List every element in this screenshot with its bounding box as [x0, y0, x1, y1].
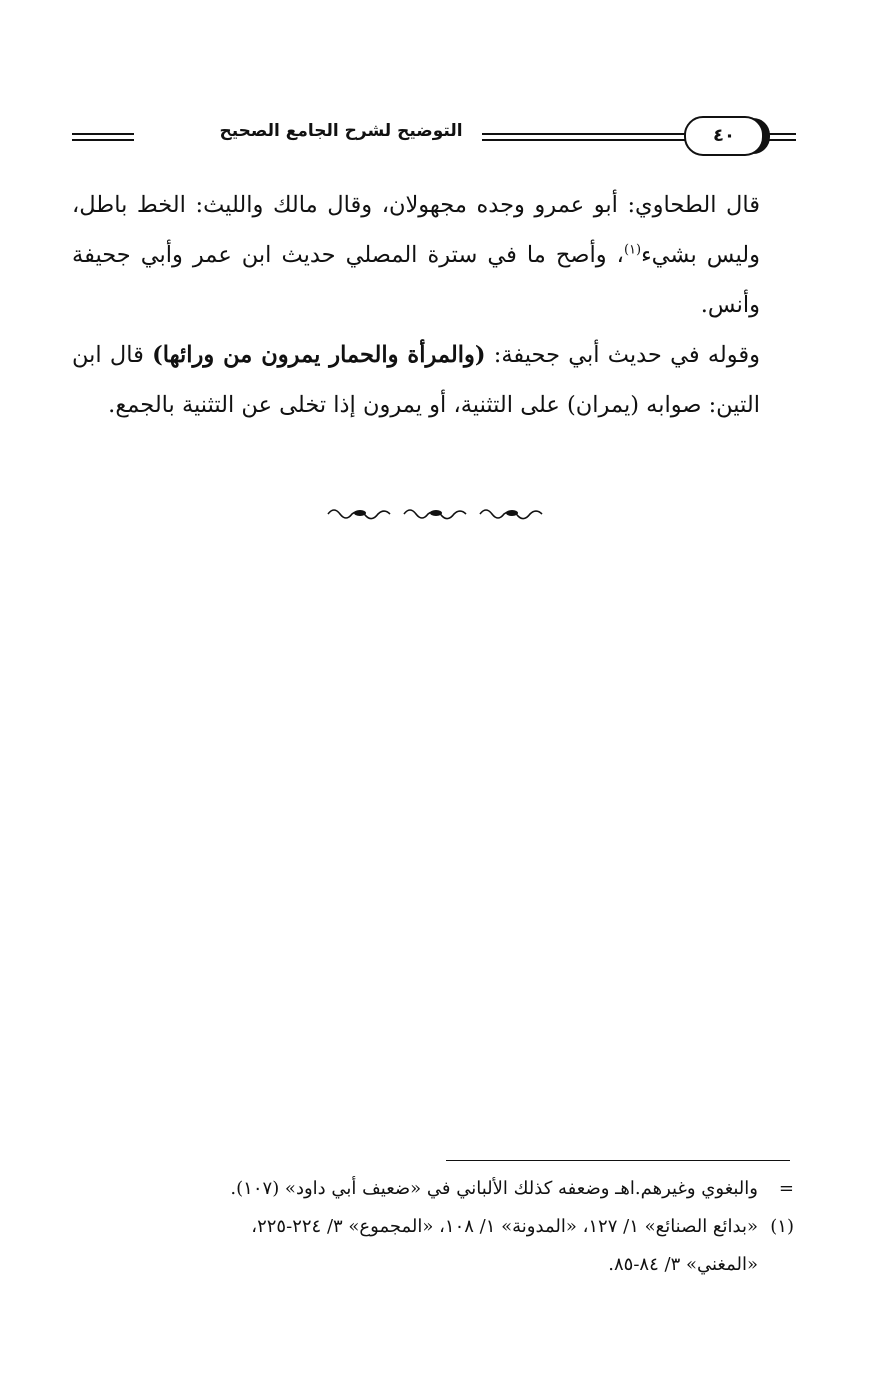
footnotes — [72, 1170, 794, 1284]
paragraph-2 — [72, 330, 794, 430]
hadith-quote: (والمرأة والحمار يمرون من ورائها) — [152, 342, 486, 368]
header-rule-left — [72, 133, 134, 135]
continuation-text: والبغوي وغيرهم.اهـ وضعفه كذلك الألباني في «ضعيف أبي داود» (١٠٧). — [230, 1178, 758, 1199]
paragraph-1-text: قال الطحاوي: أبو عمرو وجده مجهولان، وقال مالك والليث: الخط باطل، وليس بشيء — [72, 192, 761, 268]
footnote-1-cont: «المغني» ٣/ ٨٤-٨٥. — [608, 1254, 758, 1275]
continuation-marker: = — [778, 1178, 794, 1199]
footnote-1-marker: (١) — [770, 1216, 794, 1237]
main-text — [72, 180, 794, 430]
paragraph-2-text: قال ابن التين: صوابه (يمران) على التثنية، أو يمرون إذا تخلى عن التثنية بالجمع. — [72, 342, 760, 418]
footnote-continuation — [72, 1170, 794, 1208]
footnote-ref-1: (١) — [623, 242, 642, 258]
header-rule-middle — [482, 133, 687, 135]
footnote-1-line1: «بدائع الصنائع» ١/ ١٢٧، «المدونة» ١/ ١٠٨، «المجموع» ٣/ ٢٢٤-٢٢٥، — [251, 1216, 758, 1237]
footnote-separator — [446, 1160, 790, 1161]
section-ornament-icon — [320, 500, 550, 526]
paragraph-2-lead: وقوله في حديث أبي جحيفة: — [485, 342, 760, 368]
header-rule-right — [768, 133, 796, 135]
page-number-badge — [684, 116, 764, 156]
page-number: ٤٠ — [713, 125, 735, 146]
footnote-1 — [72, 1208, 794, 1246]
page-header — [72, 113, 796, 157]
running-title: التوضيح لشرح الجامع الصحيح — [219, 121, 463, 141]
paragraph-1 — [72, 180, 794, 330]
paragraph-1-text-cont: ، وأصح ما في سترة المصلي حديث ابن عمر وأبي جحيفة وأنس. — [72, 242, 760, 318]
